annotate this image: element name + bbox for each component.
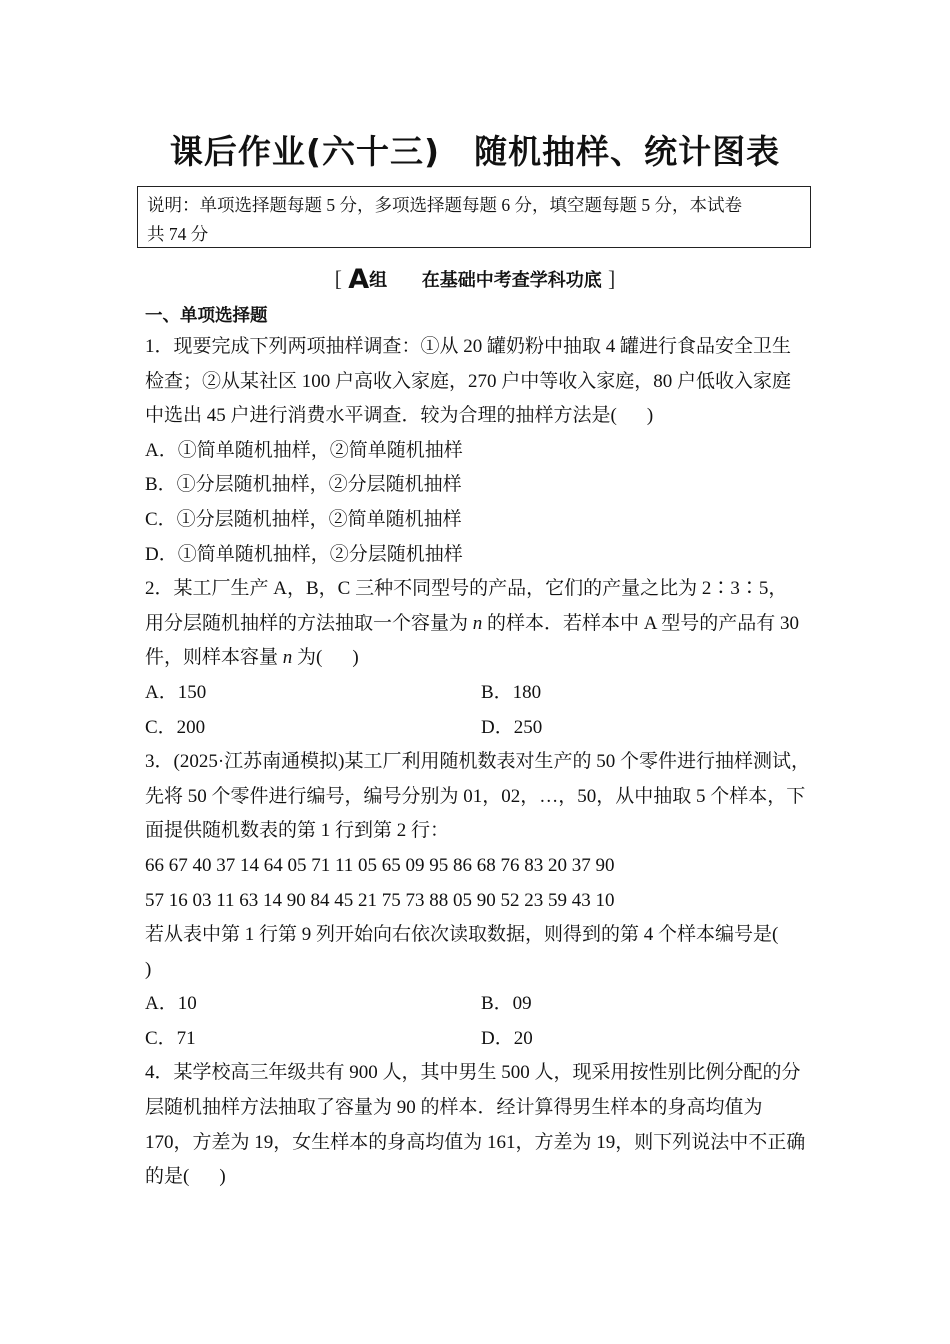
bracket-right: ] xyxy=(608,266,616,291)
note-line-2: 共 74 分 xyxy=(147,224,209,244)
q4-line-1: 4．某学校高三年级共有 900 人，其中男生 500 人，现采用按性别比例分配的分 xyxy=(145,1062,801,1084)
q1-line-1: 1．现要完成下列两项抽样调查：①从 20 罐奶粉中抽取 4 罐进行食品安全卫生 xyxy=(145,336,792,357)
q4-line-4-text: 的是( xyxy=(145,1166,190,1188)
questions xyxy=(145,330,817,1195)
q3-option-d: D．20 xyxy=(481,1027,533,1049)
q1-line-2: 检查；②从某社区 100 户高收入家庭，270 户中等收入家庭，80 户低收入家庭 xyxy=(145,370,792,392)
q2-line-3a: 件，则样本容量 xyxy=(145,647,283,669)
q2-line-2a: 用分层随机抽样的方法抽取一个容量为 xyxy=(145,612,473,634)
q1-option-d: D．①简单随机抽样，②分层随机抽样 xyxy=(145,543,463,565)
group-heading xyxy=(0,264,950,295)
q3-option-c: C．71 xyxy=(145,1027,196,1049)
q3-options-row-1 xyxy=(145,987,817,1022)
group-label: 组 xyxy=(369,270,388,291)
q3-options-row-2 xyxy=(145,1022,817,1057)
q1-option-a: A．①简单随机抽样，②简单随机抽样 xyxy=(145,439,463,461)
section-heading: 一、单项选择题 xyxy=(145,306,268,326)
bracket-left: [ xyxy=(334,266,342,291)
q1-option-c: C．①分层随机抽样，②简单随机抽样 xyxy=(145,508,462,530)
group-description: 在基础中考查学科功底 xyxy=(421,270,602,291)
q2-option-a: A．150 xyxy=(145,681,207,703)
q3-close-paren: ) xyxy=(145,958,152,980)
q1-close-paren: ) xyxy=(646,405,654,427)
q1-option-b: B．①分层随机抽样，②分层随机抽样 xyxy=(145,474,462,496)
scoring-note xyxy=(137,186,811,248)
note-line-1: 说明：单项选择题每题 5 分，多项选择题每题 6 分，填空题每题 5 分，本试卷 xyxy=(147,195,742,215)
q2-var-n: n xyxy=(472,612,483,634)
q3-line-2: 先将 50 个零件进行编号，编号分别为 01，02，…，50，从中抽取 5 个样本，下 xyxy=(145,785,806,807)
random-table-row-1: 66 67 40 37 14 64 05 71 11 05 65 09 95 86 68 76 83 20 37 90 xyxy=(145,854,615,876)
q3-option-a: A．10 xyxy=(145,993,197,1015)
q3-line-3: 面提供随机数表的第 1 行到第 2 行： xyxy=(145,820,450,842)
q3-ask: 若从表中第 1 行第 9 列开始向右依次读取数据，则得到的第 4 个样本编号是( xyxy=(145,924,779,946)
q2-option-d: D．250 xyxy=(481,716,543,738)
q2-options-row-1 xyxy=(145,676,817,711)
q1-line-3-text: 中选出 45 户进行消费水平调查．较为合理的抽样方法是( xyxy=(145,405,617,427)
q3-line-1: 3．(2025·江苏南通模拟)某工厂利用随机数表对生产的 50 个零件进行抽样测试， xyxy=(145,751,810,773)
q4-line-3: 170，方差为 19，女生样本的身高均值为 161，方差为 19，则下列说法中不正确 xyxy=(145,1131,806,1153)
q2-line-2b: 的样本．若样本中 A 型号的产品有 30 xyxy=(482,612,799,634)
q4-close-paren: ) xyxy=(219,1166,226,1188)
q3-option-b: B．09 xyxy=(481,993,532,1015)
q2-options-row-2 xyxy=(145,711,817,746)
q2-option-c: C．200 xyxy=(145,716,206,738)
q2-close-paren: ) xyxy=(352,647,359,669)
q4-line-2: 层随机抽样方法抽取了容量为 90 的样本．经计算得男生样本的身高均值为 xyxy=(145,1097,763,1119)
q4-line-4 xyxy=(145,1160,817,1195)
q2-line-2 xyxy=(145,607,817,642)
q2-var-n-2: n xyxy=(282,647,293,669)
random-table-row-2: 57 16 03 11 63 14 90 84 45 21 75 73 88 05 90 52 23 59 43 10 xyxy=(145,889,615,911)
group-letter: A xyxy=(348,264,370,295)
q2-line-3 xyxy=(145,641,817,676)
q2-option-b: B．180 xyxy=(481,681,542,703)
q2-line-3b: 为( xyxy=(292,647,323,669)
q2-line-1: 2．某工厂生产 A，B，C 三种不同型号的产品，它们的产量之比为 2∶3∶5， xyxy=(145,578,788,600)
q1-line-3 xyxy=(145,399,817,434)
page-title: 课后作业(六十三) 随机抽样、统计图表 xyxy=(169,132,781,171)
